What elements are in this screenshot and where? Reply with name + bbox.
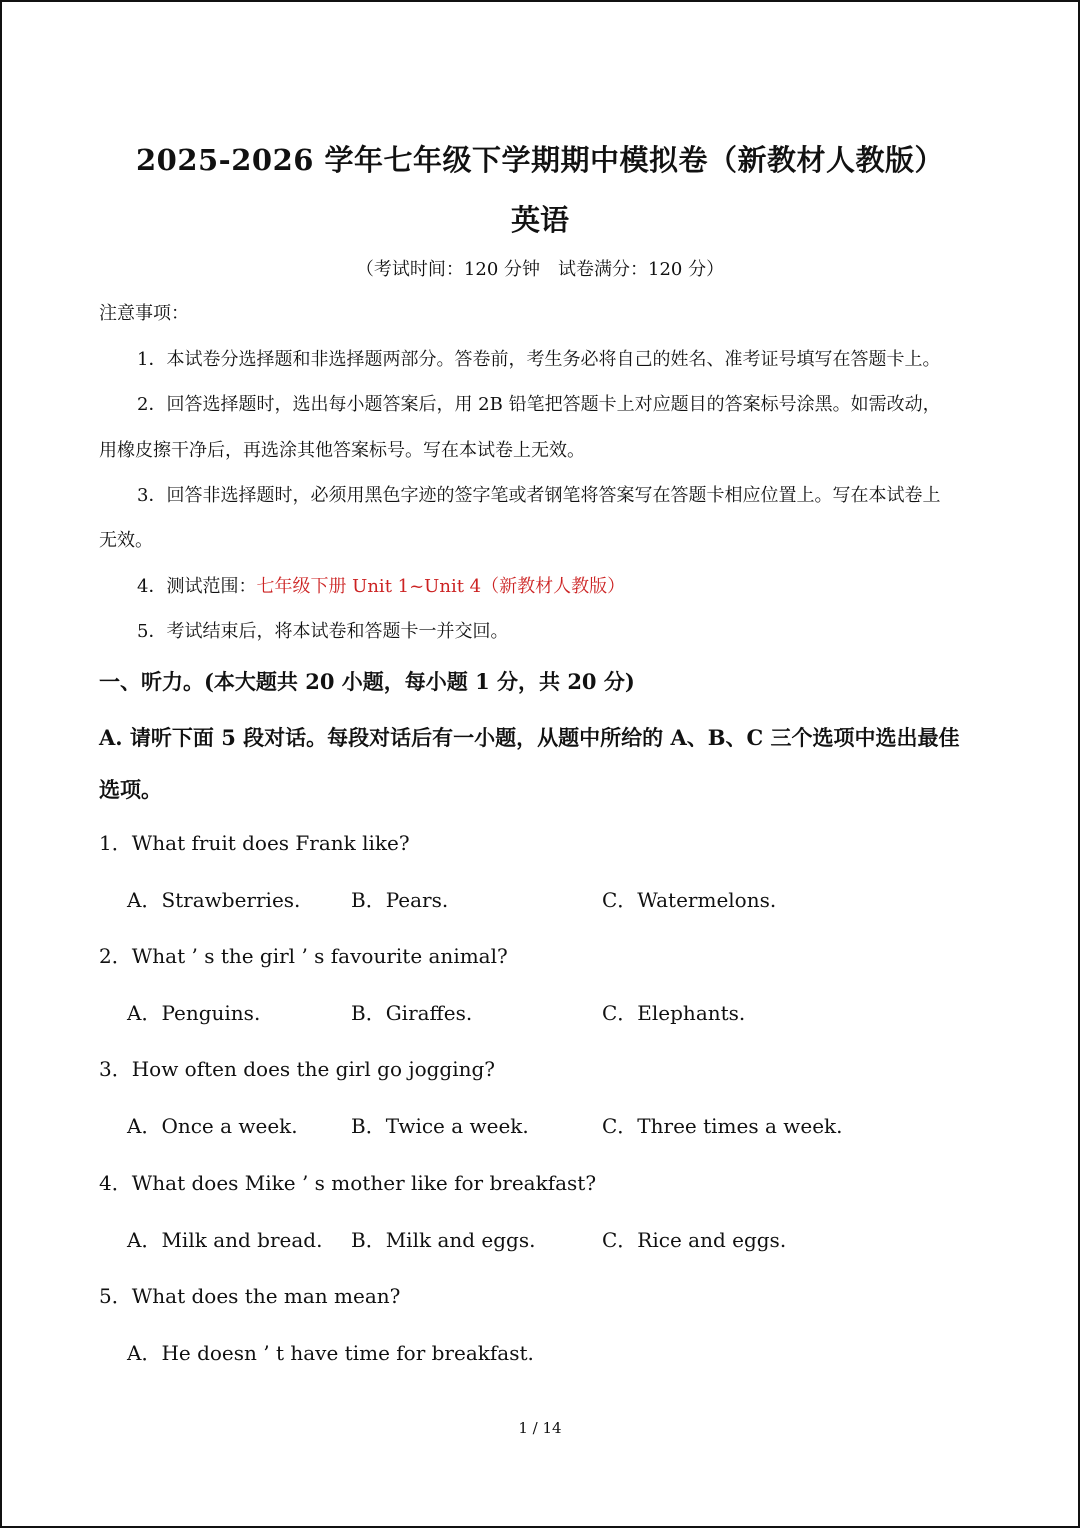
option-a: A．He doesn ’ t have time for breakfast. [127, 1341, 534, 1365]
part-a-instruction-line-2: 选项。 [99, 777, 162, 802]
question-stem: 1．What fruit does Frank like? [99, 831, 410, 855]
option-b: B．Twice a week. [351, 1114, 529, 1138]
question-stem: 3．How often does the girl go jogging? [99, 1057, 496, 1081]
option-c: C．Elephants. [602, 1001, 746, 1025]
option-b: B．Pears. [351, 888, 449, 912]
subject-title: 英语 [510, 203, 569, 237]
option-c: C．Rice and eggs. [602, 1228, 787, 1252]
notice-item-3-line-1: 3．回答非选择题时，必须用黑色字迹的签字笔或者钢笔将答案写在答题卡相应位置上。写在本试卷上 [137, 485, 941, 506]
notice-item-2-line-1: 2．回答选择题时，选出每小题答案后，用 2B 铅笔把答题卡上对应题目的答案标号涂黑。如需改动， [137, 394, 941, 415]
option-a: A．Milk and bread. [127, 1228, 323, 1252]
notice-item-1: 1．本试卷分选择题和非选择题两部分。答卷前，考生务必将自己的姓名、准考证号填写在答题卡上。 [137, 349, 941, 370]
notice-heading: 注意事项： [99, 303, 189, 324]
question-stem: 2．What ’ s the girl ’ s favourite animal? [99, 944, 508, 968]
option-a: A．Penguins. [127, 1001, 261, 1025]
option-a: A．Once a week. [127, 1114, 298, 1138]
page-number: 1 / 14 [518, 1419, 562, 1437]
option-c: C．Three times a week. [602, 1114, 843, 1138]
option-b: B．Giraffes. [351, 1001, 473, 1025]
part-a-instruction-line-1: A. 请听下面 5 段对话。每段对话后有一小题，从题中所给的 A、B、C 三个选项中选出最佳 [99, 725, 960, 750]
exam-info: （考试时间：120 分钟 试卷满分：120 分） [355, 259, 725, 280]
section-heading-listening: 一、听力。(本大题共 20 小题，每小题 1 分，共 20 分) [99, 669, 635, 694]
notice-item-4 [137, 572, 625, 598]
notice-item-4-label: 4．测试范围： [137, 576, 257, 597]
notice-item-5: 5．考试结束后，将本试卷和答题卡一并交回。 [137, 621, 509, 642]
exam-title: 2025-2026 学年七年级下学期期中模拟卷（新教材人教版） [135, 143, 945, 177]
notice-item-3-line-2: 无效。 [99, 530, 153, 551]
test-scope: 七年级下册 Unit 1~Unit 4（新教材人教版） [256, 576, 626, 597]
option-b: B．Milk and eggs. [351, 1228, 536, 1252]
question-stem: 5．What does the man mean? [99, 1284, 401, 1308]
option-c: C．Watermelons. [602, 888, 777, 912]
question-stem: 4．What does Mike ’ s mother like for breakfast? [99, 1171, 597, 1195]
option-a: A．Strawberries. [127, 888, 301, 912]
notice-item-2-line-2: 用橡皮擦干净后，再选涂其他答案标号。写在本试卷上无效。 [99, 440, 585, 461]
